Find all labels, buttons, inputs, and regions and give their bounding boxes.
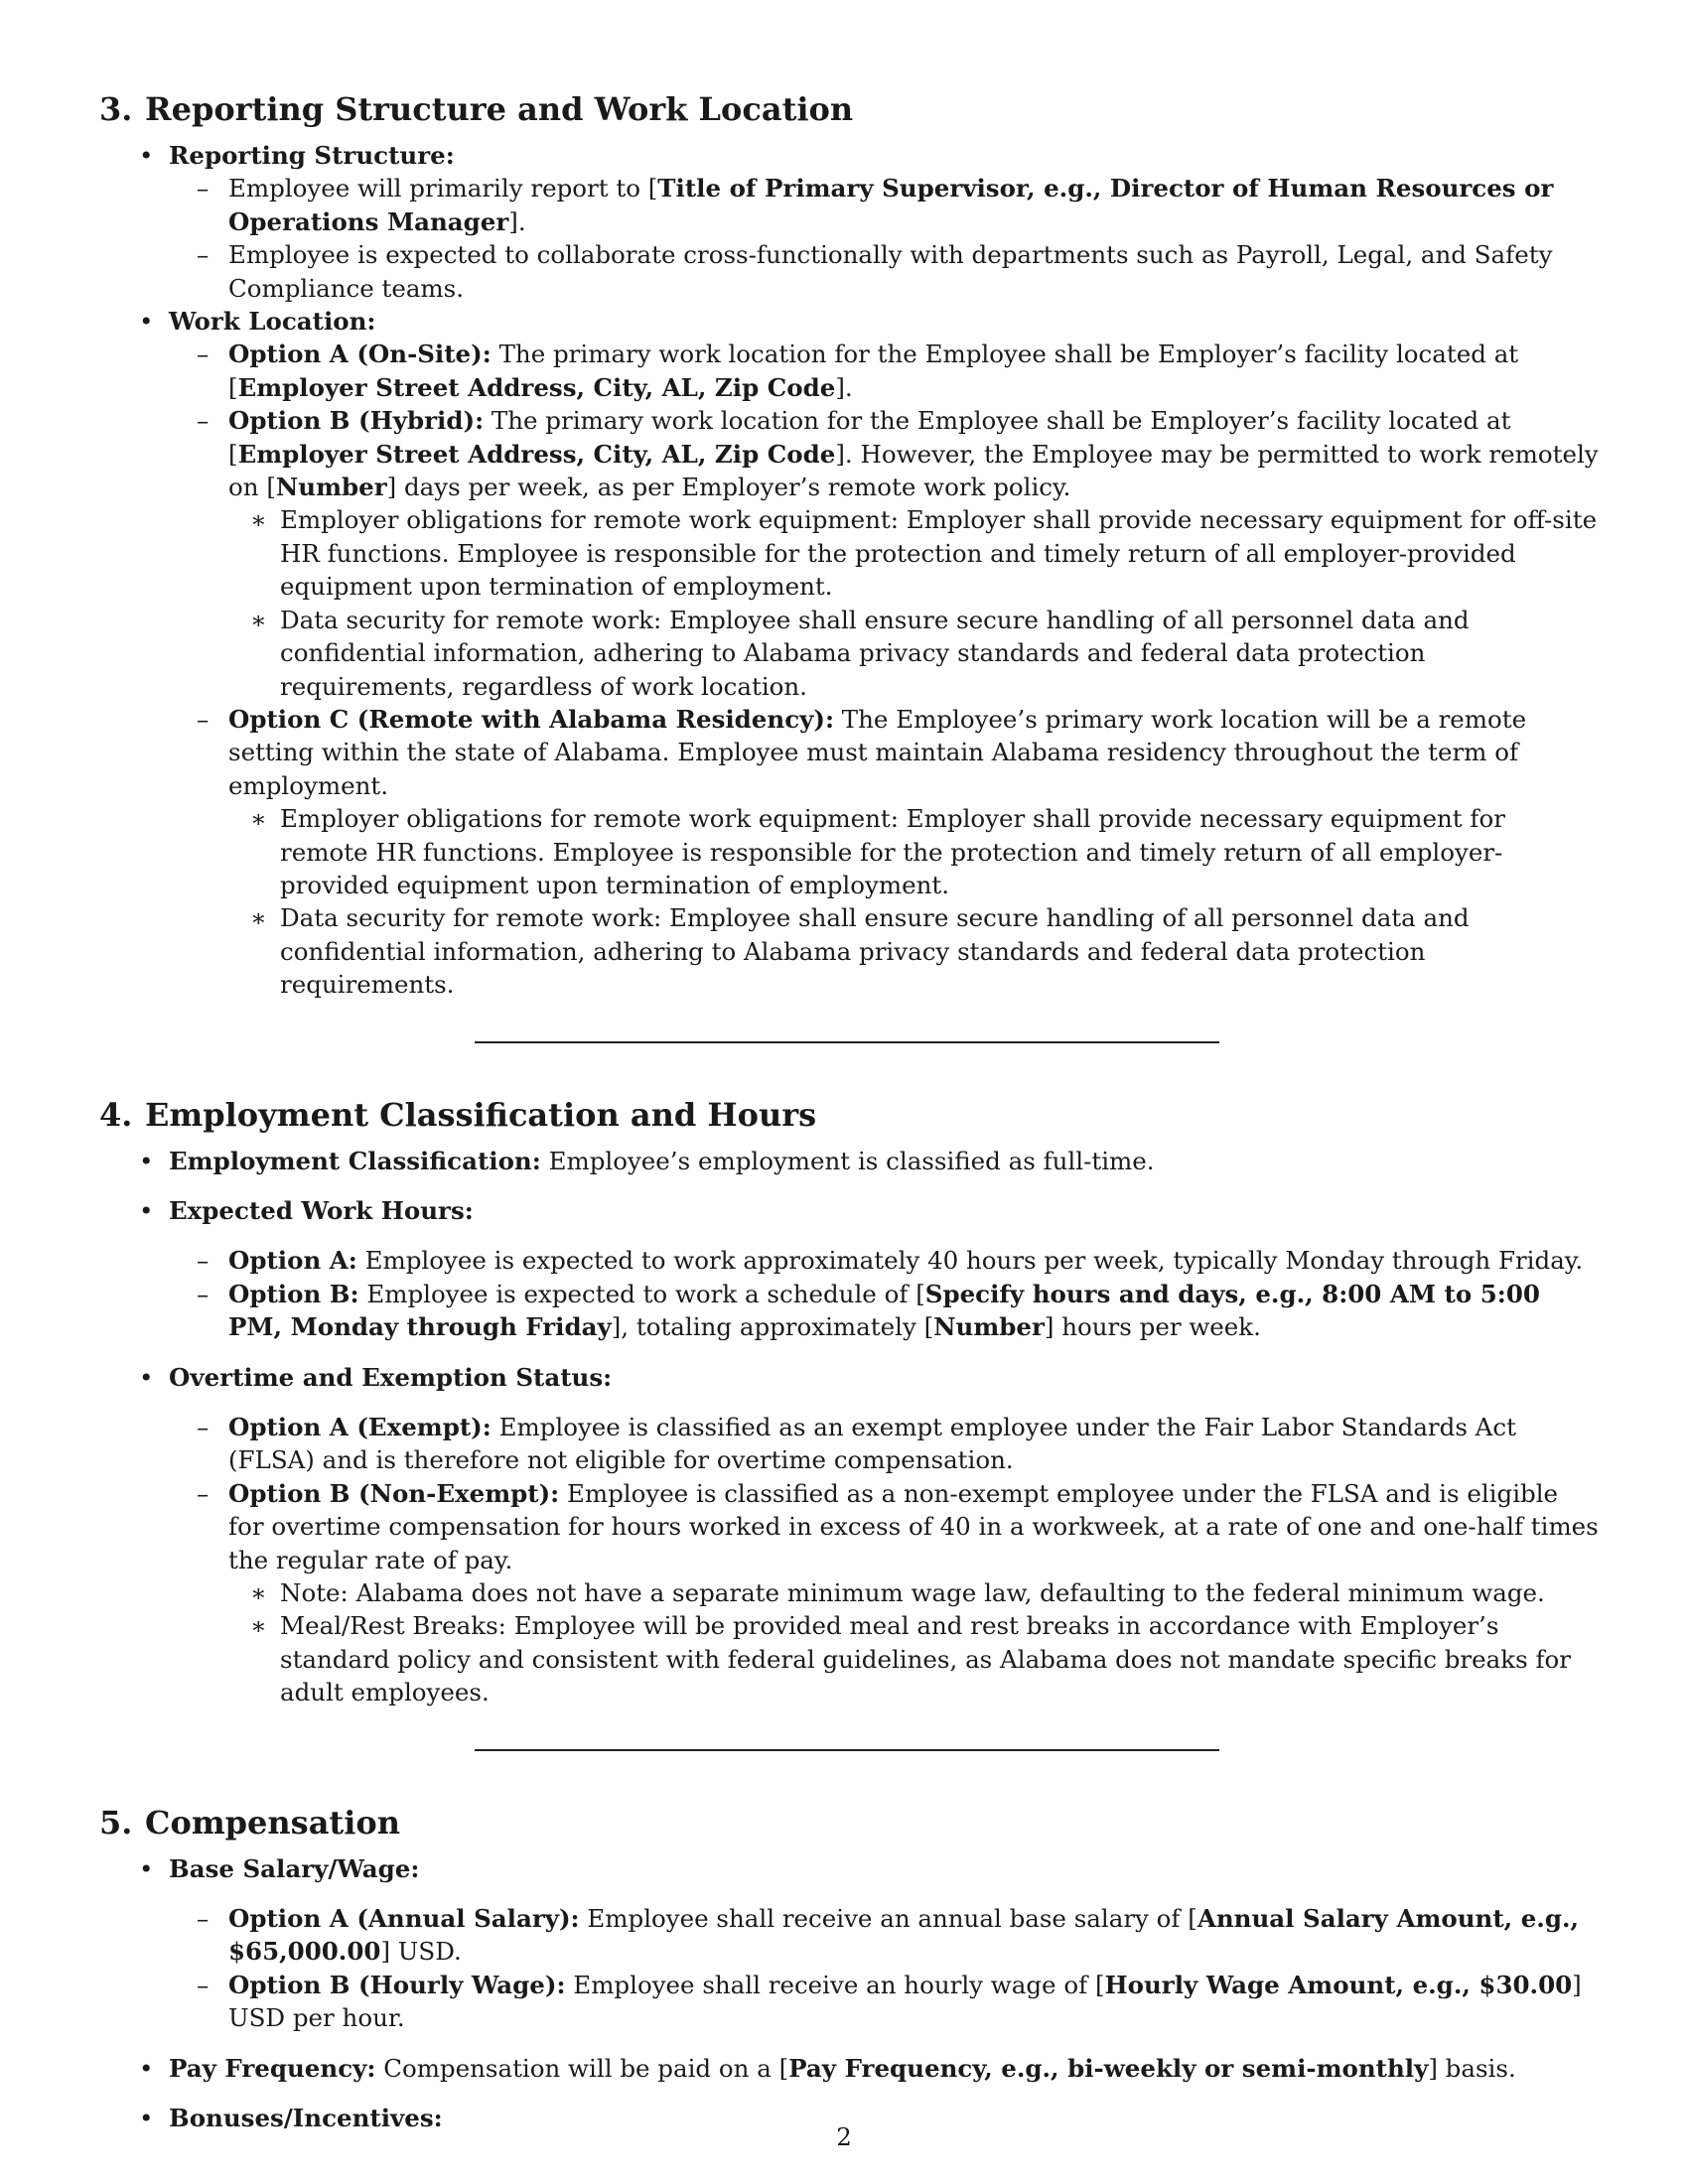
star-marker: ∗ [250, 605, 267, 634]
star-marker: ∗ [250, 804, 267, 834]
item-label: Expected Work Hours: [169, 1195, 474, 1225]
section-5-list [99, 1852, 1599, 2135]
dash-marker: – [197, 1413, 210, 1441]
list-item: ∗ Employer obligations for remote work equipment: Employer shall provide necessary equipment for off-site HR functions. Employee is responsible for the protection and timely return of all employer-provided equipment upon termination of employment. [250, 505, 1598, 602]
list-item: ∗ Note: Alabama does not have a separate minimum wage law, defaulting to the federal minimum wage. [99, 1576, 1599, 1609]
list-item: – Option A: Employee is expected to work approximately 40 hours per week, typically Monday through Friday. [99, 1244, 1599, 1277]
list-item: ∗ Data security for remote work: Employee shall ensure secure handling of all personnel data and confidential information, adhering to Alabama privacy standards and federal data protection requirements. [250, 903, 1470, 1000]
list-item: – Employee is expected to collaborate cross-functionally with departments such as Payroll, Legal, and Safety Compliance teams. [197, 240, 1553, 303]
dash-marker: – [197, 240, 210, 270]
section-3-heading: 3. Reporting Structure and Work Location [99, 90, 854, 128]
list-item: – Option B (Hourly Wage): Employee shall receive an hourly wage of [Hourly Wage Amount, e.g., $30.00] USD per hour. [197, 1970, 1582, 2033]
list-item [99, 139, 1599, 172]
bullet-marker: • [139, 1195, 154, 1225]
dash-marker: – [197, 1970, 210, 1999]
bullet-marker: • [139, 1853, 154, 1883]
section-5-heading: 5. Compensation [99, 1803, 400, 1842]
bullet-marker: • [139, 2053, 154, 2083]
item-label: Overtime and Exemption Status: [169, 1362, 613, 1392]
document-page [99, 89, 1599, 2135]
list-item: – Option B: Employee is expected to work a schedule of [Specify hours and days, e.g., 8:00 AM to 5:00 PM, Monday through Friday], totaling approximately [Number] hours per week. [197, 1279, 1540, 1342]
item-label: Reporting Structure: [169, 141, 455, 170]
dash-marker: – [197, 174, 210, 204]
list-item: • Pay Frequency: Compensation will be paid on a [Pay Frequency, e.g., bi-weekly or semi-monthly] basis. [99, 2052, 1599, 2085]
list-item: – Option A (Annual Salary): Employee shall receive an annual base salary of [Annual Salary Amount, e.g., $65,000.00] USD. [197, 1904, 1580, 1967]
list-item: – Option B (Non-Exempt): Employee is classified as a non-exempt employee under the FLSA and is eligible for overtime compensation for hours worked in excess of 40 in a workweek, at a rate of one and one-half times the regular rate of pay. [197, 1478, 1599, 1574]
item-label: Work Location: [169, 307, 376, 337]
section-divider [475, 1041, 1219, 1043]
section-4-list [99, 1145, 1599, 1709]
list-item [99, 1852, 1599, 1885]
star-marker: ∗ [250, 505, 267, 535]
item-label: Base Salary/Wage: [169, 1853, 420, 1883]
list-item: • Employment Classification: Employee’s employment is classified as full-time. [99, 1145, 1599, 1177]
list-item: ∗ Employer obligations for remote work equipment: Employer shall provide necessary equipment for remote HR functions. Employee is responsible for the protection and timely return of all employer-provided equipment upon termination of employment. [250, 804, 1505, 899]
page-number: 2 [836, 2122, 852, 2151]
list-item: ∗ Meal/Rest Breaks: Employee will be provided meal and rest breaks in accordance with Employer’s standard policy and consistent with federal guidelines, as Alabama does not mandate specific breaks for adult employees. [250, 1611, 1571, 1707]
bullet-marker: • [139, 2104, 154, 2133]
item-label: Bonuses/Incentives: [169, 2104, 443, 2133]
star-marker: ∗ [250, 903, 267, 933]
list-item [99, 305, 1599, 338]
dash-marker: – [197, 1246, 210, 1276]
list-item: – Employee will primarily report to [Title of Primary Supervisor, e.g., Director of Human Resources or Operations Manager]. [197, 174, 1554, 236]
bullet-marker: • [139, 141, 154, 170]
star-marker: ∗ [250, 1578, 267, 1608]
list-item: ∗ Data security for remote work: Employee shall ensure secure handling of all personnel data and confidential information, adhering to Alabama privacy standards and federal data protection requirements, regardless of work location. [250, 605, 1470, 701]
dash-marker: – [197, 704, 210, 734]
section-4-heading: 4. Employment Classification and Hours [99, 1095, 817, 1134]
dash-marker: – [197, 1279, 210, 1308]
bullet-marker: • [139, 1362, 154, 1392]
dash-marker: – [197, 1904, 210, 1934]
bullet-marker: • [139, 1146, 154, 1175]
star-marker: ∗ [250, 1611, 267, 1641]
list-item: – Option C (Remote with Alabama Residency): The Employee’s primary work location will be a remote setting within the state of Alabama. Employee must maintain Alabama residency throughout the term of employment. [197, 704, 1527, 800]
list-item [99, 1361, 1599, 1394]
dash-marker: – [197, 340, 210, 369]
list-item: – Option A (On-Site): The primary work location for the Employee shall be Employer’s facility located at [Employer Street Address, City, AL, Zip Code]. [197, 340, 1519, 402]
dash-marker: – [197, 1478, 210, 1508]
section-3-list [99, 139, 1599, 1002]
list-item [99, 1194, 1599, 1227]
bullet-marker: • [139, 307, 154, 337]
dash-marker: – [197, 406, 210, 436]
list-item: – Option B (Hybrid): The primary work location for the Employee shall be Employer’s facility located at [Employer Street Address, City, AL, Zip Code]. However, the Employee may be permitted to work remotely on [Number] days per week, as per Employer’s remote work policy. [197, 406, 1599, 502]
section-divider [475, 1749, 1219, 1751]
list-item: – Option A (Exempt): Employee is classified as an exempt employee under the Fair Labor Standards Act (FLSA) and is therefore not eligible for overtime compensation. [197, 1413, 1516, 1475]
